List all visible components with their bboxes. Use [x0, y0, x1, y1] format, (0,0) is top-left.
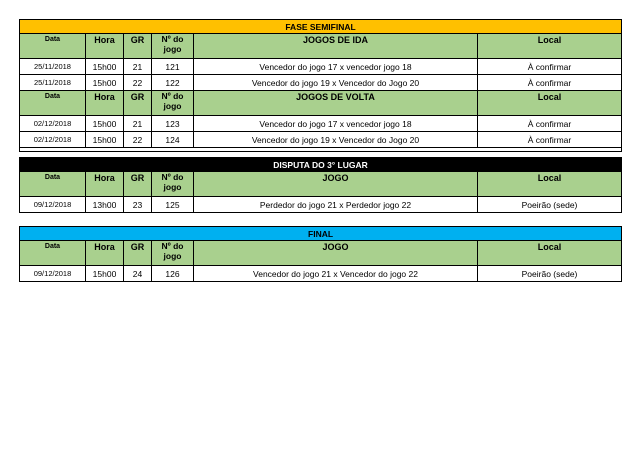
- table-row: [20, 59, 622, 75]
- final-table: [19, 226, 622, 282]
- col-local: Local: [478, 172, 622, 197]
- col-local: Local: [478, 241, 622, 266]
- cell-data: 25/11/2018: [20, 59, 86, 75]
- semifinal-title: FASE SEMIFINAL: [20, 20, 622, 34]
- cell-num: 124: [152, 132, 194, 148]
- cell-jogo: Vencedor do jogo 21 x Vencedor do jogo 22: [194, 266, 478, 282]
- col-num: Nº do jogo: [152, 172, 194, 197]
- third-place-title: DISPUTA DO 3° LUGAR: [20, 158, 622, 172]
- table-row: [20, 197, 622, 213]
- cell-data: 25/11/2018: [20, 75, 86, 91]
- col-jogos-ida: JOGOS DE IDA: [194, 34, 478, 59]
- cell-num: 126: [152, 266, 194, 282]
- semifinal-header-ida: [20, 34, 622, 59]
- cell-hora: 15h00: [86, 266, 124, 282]
- final-title: FINAL: [20, 227, 622, 241]
- cell-num: 122: [152, 75, 194, 91]
- col-local: Local: [478, 34, 622, 59]
- col-data: Data: [20, 241, 86, 266]
- cell-local: À confirmar: [478, 59, 622, 75]
- cell-gr: 23: [124, 197, 152, 213]
- cell-jogo: Vencedor do jogo 17 x vencedor jogo 18: [194, 59, 478, 75]
- col-gr: GR: [124, 241, 152, 266]
- cell-num: 125: [152, 197, 194, 213]
- cell-hora: 15h00: [86, 116, 124, 132]
- col-hora: Hora: [86, 91, 124, 116]
- col-jogo: JOGO: [194, 172, 478, 197]
- col-data: Data: [20, 34, 86, 59]
- col-num: Nº do jogo: [152, 241, 194, 266]
- third-place-header: [20, 172, 622, 197]
- cell-hora: 15h00: [86, 132, 124, 148]
- semifinal-header-volta: [20, 91, 622, 116]
- col-hora: Hora: [86, 172, 124, 197]
- col-local: Local: [478, 91, 622, 116]
- final-header: [20, 241, 622, 266]
- table-row: [20, 116, 622, 132]
- cell-jogo: Vencedor do jogo 19 x Vencedor do Jogo 20: [194, 75, 478, 91]
- col-num: Nº do jogo: [152, 91, 194, 116]
- cell-gr: 22: [124, 75, 152, 91]
- cell-hora: 15h00: [86, 59, 124, 75]
- table-row: [20, 266, 622, 282]
- col-gr: GR: [124, 91, 152, 116]
- cell-hora: 13h00: [86, 197, 124, 213]
- cell-hora: 15h00: [86, 75, 124, 91]
- cell-local: À confirmar: [478, 116, 622, 132]
- third-place-table: [19, 157, 622, 213]
- col-data: Data: [20, 172, 86, 197]
- table-row: [20, 75, 622, 91]
- col-data: Data: [20, 91, 86, 116]
- cell-data: 09/12/2018: [20, 197, 86, 213]
- table-spacer: [20, 148, 622, 152]
- cell-data: 09/12/2018: [20, 266, 86, 282]
- cell-local: Poeirão (sede): [478, 266, 622, 282]
- cell-gr: 21: [124, 59, 152, 75]
- cell-jogo: Perdedor do jogo 21 x Perdedor jogo 22: [194, 197, 478, 213]
- cell-local: À confirmar: [478, 132, 622, 148]
- col-num: Nº do jogo: [152, 34, 194, 59]
- col-hora: Hora: [86, 34, 124, 59]
- cell-jogo: Vencedor do jogo 17 x vencedor jogo 18: [194, 116, 478, 132]
- col-gr: GR: [124, 34, 152, 59]
- cell-gr: 24: [124, 266, 152, 282]
- table-row: [20, 132, 622, 148]
- cell-num: 121: [152, 59, 194, 75]
- col-gr: GR: [124, 172, 152, 197]
- col-hora: Hora: [86, 241, 124, 266]
- semifinal-table: [19, 19, 622, 152]
- cell-data: 02/12/2018: [20, 116, 86, 132]
- cell-jogo: Vencedor do jogo 19 x Vencedor do Jogo 20: [194, 132, 478, 148]
- col-jogos-volta: JOGOS DE VOLTA: [194, 91, 478, 116]
- cell-local: À confirmar: [478, 75, 622, 91]
- cell-num: 123: [152, 116, 194, 132]
- cell-gr: 22: [124, 132, 152, 148]
- cell-data: 02/12/2018: [20, 132, 86, 148]
- col-jogo: JOGO: [194, 241, 478, 266]
- cell-gr: 21: [124, 116, 152, 132]
- cell-local: Poeirão (sede): [478, 197, 622, 213]
